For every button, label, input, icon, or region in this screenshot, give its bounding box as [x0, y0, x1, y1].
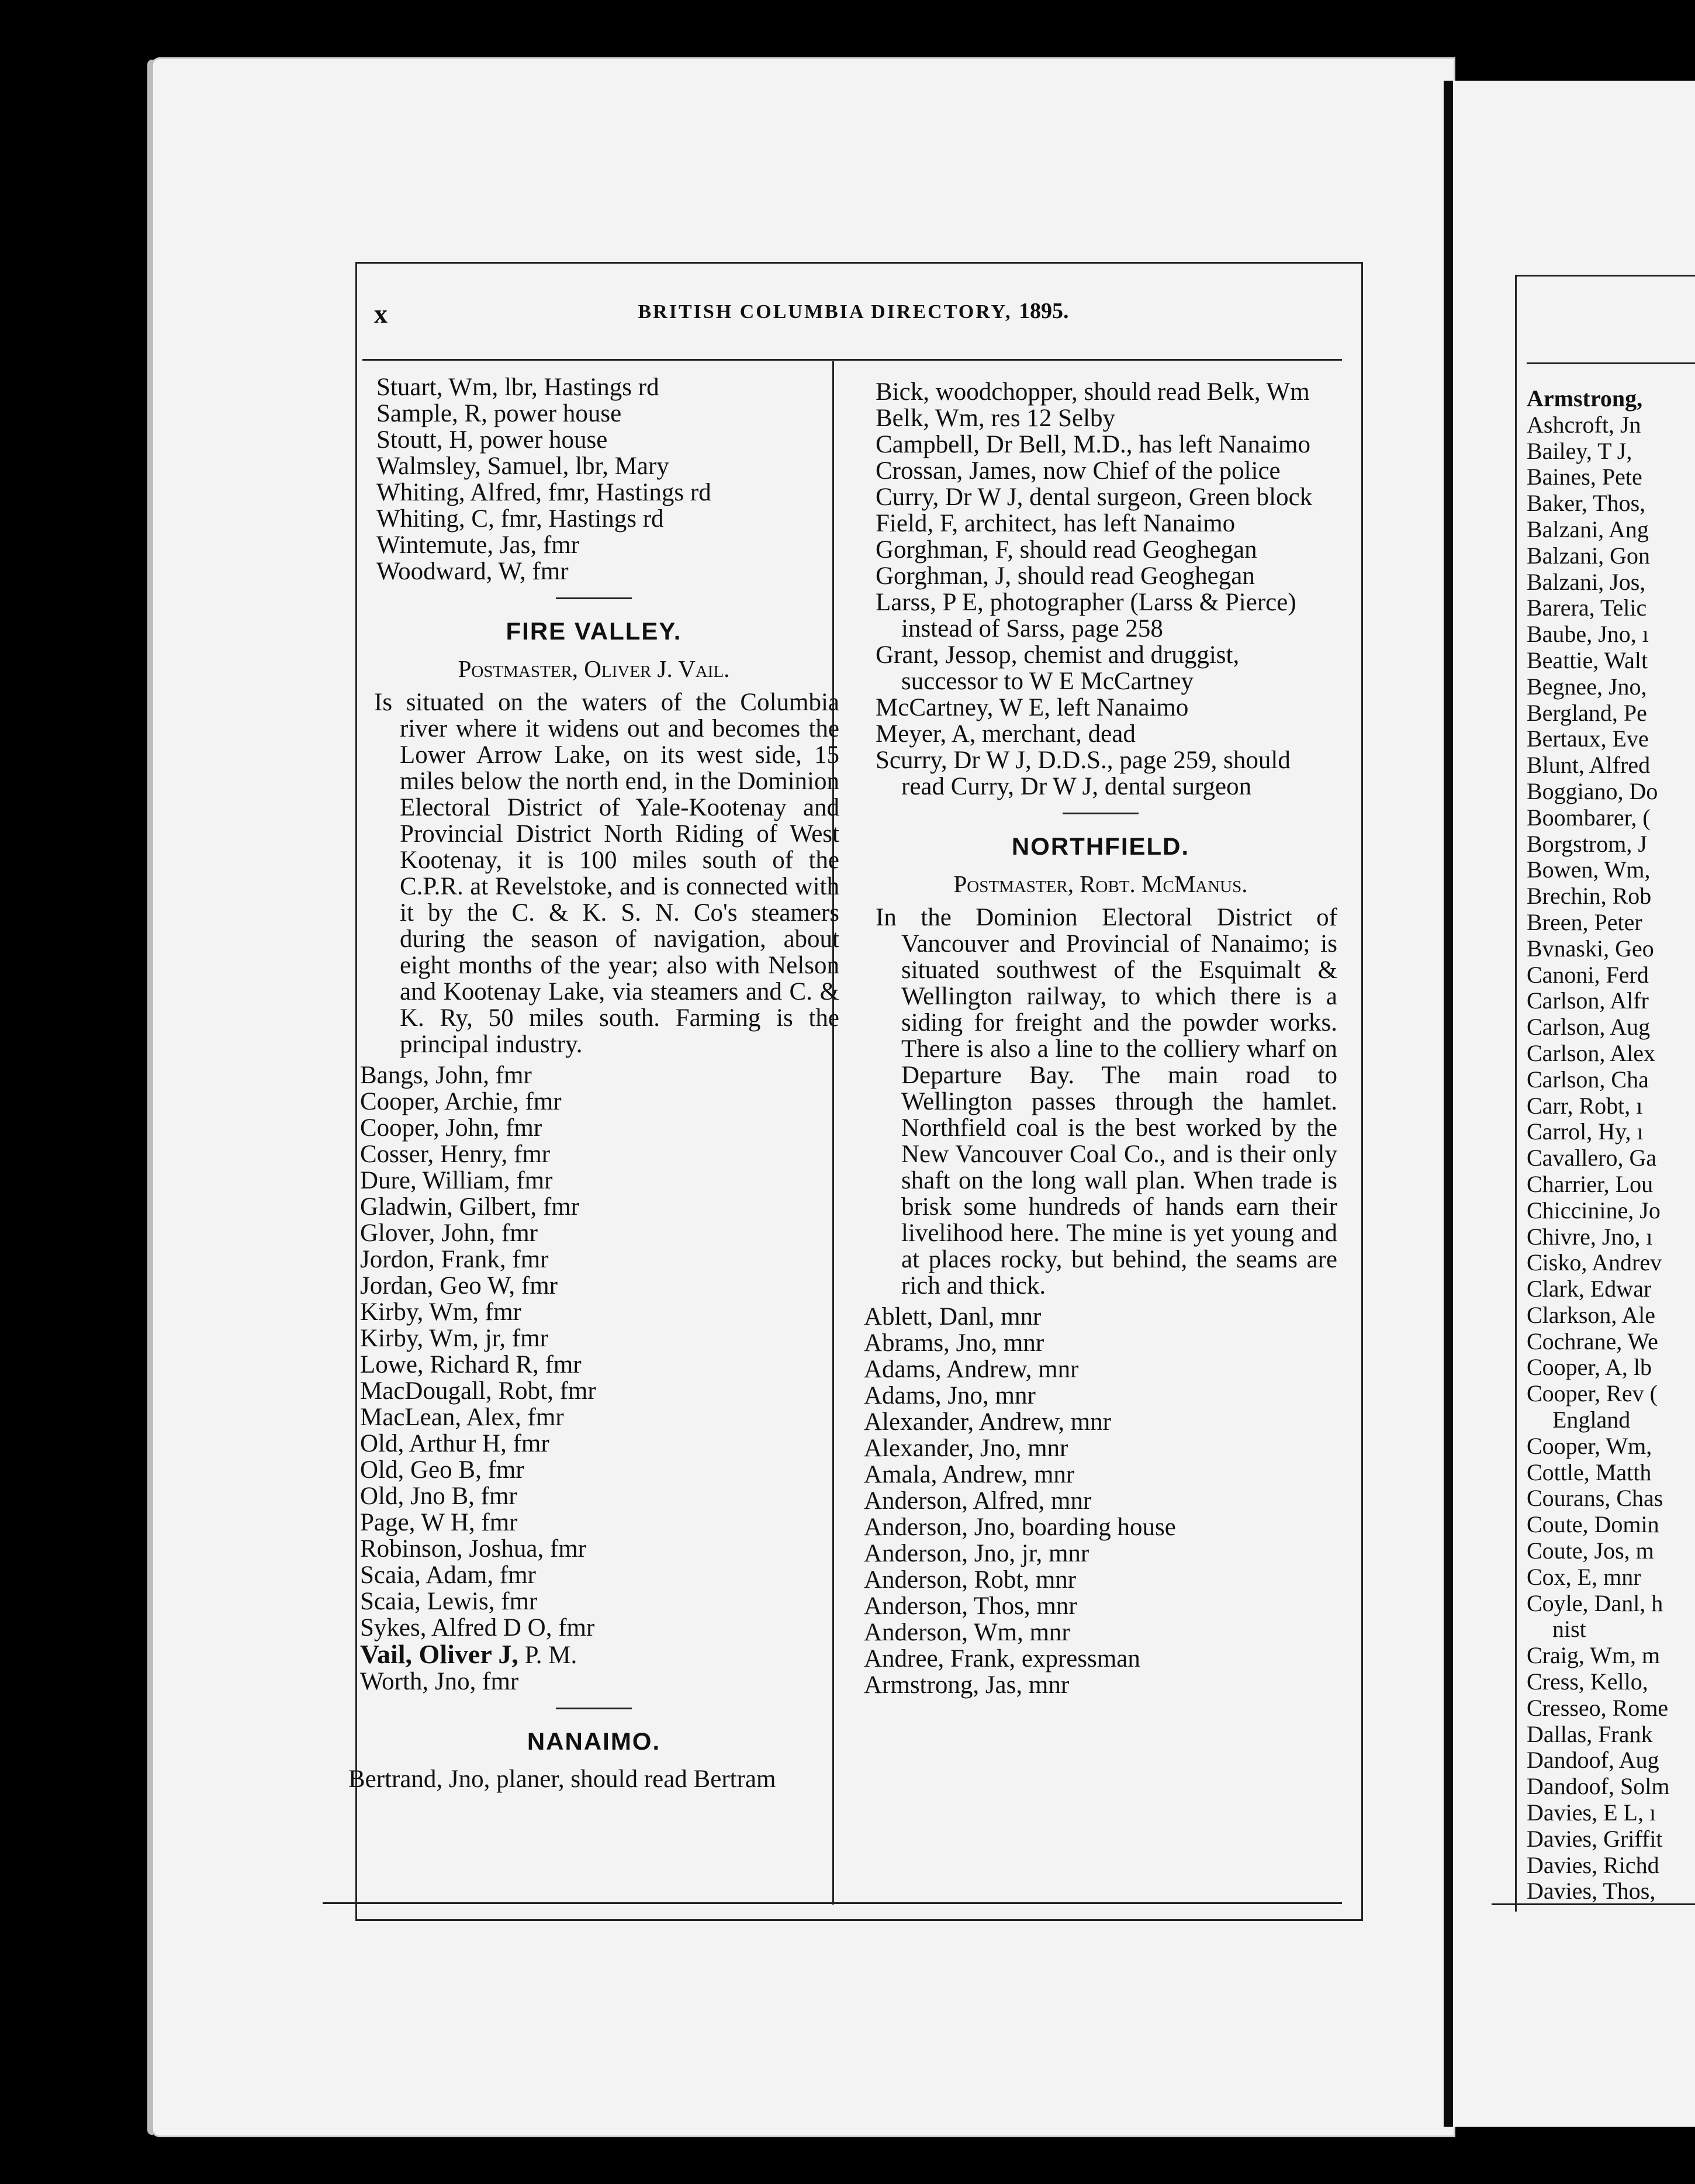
list-item: MacDougall, Robt, fmr	[360, 1377, 596, 1405]
header-rule	[362, 359, 1342, 361]
next-page-header-rule	[1527, 362, 1695, 364]
next-page-frame-top	[1515, 275, 1695, 277]
list-item: Cooper, John, fmr	[360, 1114, 542, 1142]
list-item: Gorghman, F, should read Geoghegan	[876, 536, 1257, 564]
list-item: Dandoof, Solm	[1527, 1773, 1670, 1800]
list-item: Dure, William, fmr	[360, 1167, 553, 1194]
list-item: Begnee, Jno,	[1527, 673, 1647, 700]
section-divider	[1063, 813, 1139, 814]
section-divider	[556, 1708, 632, 1709]
list-item: Balzani, Jos,	[1527, 568, 1646, 595]
postmaster-name: Vail, Oliver J,	[360, 1639, 518, 1669]
list-item: Scaia, Adam, fmr	[360, 1561, 536, 1589]
list-item: Cooper, Archie, fmr	[360, 1088, 562, 1115]
list-item: Ashcroft, Jn	[1527, 411, 1641, 438]
list-item: Scurry, Dr W J, D.D.S., page 259, should read Curry, Dr W J, dental surgeon	[876, 747, 1291, 800]
postmaster-line: Postmaster, Oliver J. Vail.	[458, 655, 730, 682]
list-item: nist	[1552, 1616, 1586, 1643]
list-item: Walmsley, Samuel, lbr, Mary	[376, 452, 669, 480]
list-item: Campbell, Dr Bell, M.D., has left Nanaimo	[876, 431, 1310, 458]
list-item: Dallas, Frank	[1527, 1720, 1653, 1747]
list-item: Bailey, T J,	[1527, 437, 1632, 464]
list-item: Cox, E, mnr	[1527, 1563, 1641, 1590]
left-column	[348, 374, 839, 1792]
list-item: Stoutt, H, power house	[376, 426, 608, 454]
list-item: Kirby, Wm, fmr	[360, 1298, 521, 1326]
list-item: Canoni, Ferd	[1527, 961, 1649, 988]
list-item: Blunt, Alfred	[1527, 752, 1651, 779]
list-item: Baube, Jno, ı	[1527, 621, 1649, 648]
list-item: Jordan, Geo W, fmr	[360, 1272, 558, 1300]
list-item: Cooper, Wm,	[1527, 1432, 1652, 1459]
list-item: Coute, Jos, m	[1527, 1537, 1654, 1564]
section-title-nanaimo: NANAIMO.	[527, 1727, 661, 1755]
list-item: Barera, Telic	[1527, 595, 1647, 621]
list-item: Brechin, Rob	[1527, 883, 1652, 910]
list-item: Bertrand, Jno, planer, should read Bertram	[348, 1765, 776, 1793]
top-entries-list	[348, 374, 839, 585]
list-item: Coute, Domin	[1527, 1511, 1659, 1538]
list-item: Baker, Thos,	[1527, 490, 1646, 517]
place-description: In the Dominion Electoral District of Vancouver and Provincial of Nanaimo; is situated southwest of the Esquimalt & Wellington railway, to which there is a siding for freight and the powder works. There is also a line to the colliery wharf on Departure Bay. The main road to Wellington passes through the hamlet. Northfield coal is the best worked by the New Vancouver Coal Co., and is their only shaft on the long wall plan. When trade is brisk some hundreds of hands earn their livelihood here. The mine is yet young and at places rocky, but behind, the seams are rich and thick.	[876, 904, 1337, 1300]
list-item: Lowe, Richard R, fmr	[360, 1351, 582, 1378]
list-item: Balzani, Gon	[1527, 542, 1651, 569]
list-item: Davies, E L, ı	[1527, 1799, 1656, 1826]
list-item: Carlson, Alex	[1527, 1039, 1655, 1066]
list-item: Belk, Wm, res 12 Selby	[876, 405, 1116, 432]
list-item: Craig, Wm, m	[1527, 1642, 1661, 1669]
list-item: Cooper, A, lb	[1527, 1354, 1652, 1381]
place-description: Is situated on the waters of the Columbia river where it widens out and becomes the Lower Arrow Lake, on its west side, 15 miles below the north end, in the Dominion Electoral District of Yale-Kootenay and Provincial District North Riding of West Kootenay, it is 100 miles south of the C.P.R. at Revelstoke, and is connected with it by the C. & K. S. N. Co's steamers during the season of navigation, about eight months of the year; also with Nelson and Kootenay Lake, via steamers and C. & K. Ry, 50 miles south. Farming is the principal industry.	[374, 689, 839, 1058]
list-item: Clark, Edwar	[1527, 1276, 1652, 1302]
list-item: Old, Jno B, fmr	[360, 1483, 517, 1510]
list-item: Cavallero, Ga	[1527, 1145, 1657, 1172]
list-item: Larss, P E, photographer (Larss & Pierce) instead of Sarss, page 258	[876, 589, 1296, 642]
list-item: Cress, Kello,	[1527, 1668, 1648, 1695]
list-item: Cooper, Rev (	[1527, 1380, 1658, 1407]
list-item: Abrams, Jno, mnr	[864, 1329, 1044, 1357]
list-item: Breen, Peter	[1527, 908, 1642, 935]
section-divider	[556, 597, 632, 599]
list-item: Robinson, Joshua, fmr	[360, 1535, 586, 1563]
list-item: Beattie, Walt	[1527, 647, 1648, 673]
list-item: Crossan, James, now Chief of the police	[876, 457, 1281, 485]
list-item: Boombarer, (	[1527, 804, 1651, 831]
list-item: Bertaux, Eve	[1527, 725, 1649, 752]
section-title-fire-valley: FIRE VALLEY.	[506, 617, 682, 645]
list-item: Davies, Thos,	[1527, 1878, 1656, 1905]
list-item: Chivre, Jno, ı	[1527, 1223, 1653, 1250]
list-item: Davies, Richd	[1527, 1851, 1659, 1878]
list-item: Stuart, Wm, lbr, Hastings rd	[376, 374, 659, 401]
list-item: Wintemute, Jas, fmr	[376, 531, 579, 559]
list-item: Bowen, Wm,	[1527, 856, 1651, 883]
list-item: Gorghman, J, should read Geoghegan	[876, 562, 1255, 590]
list-item: Grant, Jessop, chemist and druggist, successor to W E McCartney	[876, 641, 1240, 695]
list-item: Field, F, architect, has left Nanaimo	[876, 510, 1236, 537]
list-item: Ablett, Danl, mnr	[864, 1303, 1042, 1331]
list-item: Borgstrom, J	[1527, 830, 1647, 857]
list-item: Anderson, Jno, jr, mnr	[864, 1540, 1089, 1567]
page-folio: x	[374, 299, 388, 329]
list-item: Bvnaski, Geo	[1527, 935, 1654, 962]
list-item: Cresseo, Rome	[1527, 1694, 1669, 1721]
running-head	[374, 298, 1333, 327]
postmaster-abbrev: P. M.	[518, 1642, 577, 1669]
list-item: Old, Arthur H, fmr	[360, 1430, 549, 1457]
list-item: Carr, Robt, ı	[1527, 1092, 1643, 1119]
postmaster-line: Postmaster, Robt. McManus.	[953, 870, 1248, 897]
list-item: Anderson, Thos, mnr	[864, 1592, 1077, 1620]
list-item: Curry, Dr W J, dental surgeon, Green block	[876, 483, 1313, 511]
list-item: Gladwin, Gilbert, fmr	[360, 1193, 579, 1221]
list-item: Anderson, Wm, mnr	[864, 1619, 1070, 1646]
list-item: Adams, Andrew, mnr	[864, 1356, 1079, 1383]
list-item: Boggiano, Do	[1527, 777, 1658, 804]
list-item: Anderson, Robt, mnr	[864, 1566, 1077, 1594]
list-item: Courans, Chas	[1527, 1485, 1663, 1512]
list-item: Balzani, Ang	[1527, 516, 1649, 542]
list-item: Glover, John, fmr	[360, 1219, 538, 1247]
northfield-entries	[864, 1304, 1337, 1698]
list-item: MacLean, Alex, fmr	[360, 1404, 564, 1431]
section-title-northfield: NORTHFIELD.	[1011, 832, 1190, 860]
list-item: Old, Geo B, fmr	[360, 1456, 524, 1484]
list-item: Davies, Griffit	[1527, 1825, 1663, 1852]
list-item: Woodward, W, fmr	[376, 558, 569, 585]
list-item: Armstrong, Jas, mnr	[864, 1671, 1070, 1699]
list-item: Carrol, Hy, ı	[1527, 1118, 1644, 1145]
list-item: Whiting, Alfred, fmr, Hastings rd	[376, 479, 711, 506]
nanaimo-entries	[348, 1766, 839, 1792]
list-item: Bick, woodchopper, should read Belk, Wm	[876, 378, 1310, 406]
list-item: Bangs, John, fmr	[360, 1062, 532, 1089]
nanaimo-corrections-list	[864, 379, 1337, 800]
next-page-frame-left	[1515, 275, 1517, 1912]
directory-title-text: BRITISH COLUMBIA DIRECTORY,	[638, 301, 1012, 323]
list-item: Adams, Jno, mnr	[864, 1382, 1036, 1409]
list-item: Alexander, Jno, mnr	[864, 1435, 1068, 1462]
list-item: England	[1552, 1407, 1631, 1433]
list-item: Clarkson, Ale	[1527, 1301, 1655, 1328]
list-item: Chiccinine, Jo	[1527, 1197, 1661, 1224]
list-item: Worth, Jno, fmr	[360, 1668, 519, 1695]
next-page-entries	[1527, 386, 1695, 1905]
list-item: Alexander, Andrew, mnr	[864, 1408, 1111, 1436]
list-item: Page, W H, fmr	[360, 1509, 518, 1536]
list-item: Carlson, Cha	[1527, 1066, 1649, 1093]
list-item: Kirby, Wm, jr, fmr	[360, 1325, 548, 1352]
list-item: Cosser, Henry, fmr	[360, 1141, 551, 1168]
list-item: Armstrong,	[1527, 386, 1643, 412]
list-item: Cisko, Andrev	[1527, 1249, 1662, 1276]
list-item: Carlson, Aug	[1527, 1014, 1651, 1041]
directory-title	[374, 298, 1333, 324]
list-item: Coyle, Danl, h	[1527, 1589, 1663, 1616]
list-item: Sample, R, power house	[376, 400, 622, 427]
list-item: Whiting, C, fmr, Hastings rd	[376, 505, 664, 533]
list-item: Scaia, Lewis, fmr	[360, 1588, 538, 1615]
fire-valley-entries	[348, 1062, 839, 1695]
directory-year: 1895.	[1019, 299, 1069, 323]
list-item: Amala, Andrew, mnr	[864, 1461, 1075, 1488]
list-item: Andree, Frank, expressman	[864, 1645, 1140, 1672]
list-item: Carlson, Alfr	[1527, 987, 1649, 1014]
list-item: Dandoof, Aug	[1527, 1747, 1659, 1774]
list-item: Meyer, A, merchant, dead	[876, 720, 1136, 748]
list-item: Jordon, Frank, fmr	[360, 1246, 549, 1273]
list-item: McCartney, W E, left Nanaimo	[876, 694, 1189, 721]
list-item: Charrier, Lou	[1527, 1170, 1654, 1197]
postmaster-entry	[360, 1641, 839, 1668]
list-item: Cochrane, We	[1527, 1328, 1658, 1354]
list-item: Sykes, Alfred D O, fmr	[360, 1614, 595, 1642]
list-item: Anderson, Jno, boarding house	[864, 1513, 1176, 1541]
list-item: Cottle, Matth	[1527, 1459, 1652, 1485]
list-item: Baines, Pete	[1527, 464, 1642, 490]
list-item: Anderson, Alfred, mnr	[864, 1487, 1092, 1515]
right-column	[864, 379, 1337, 1698]
list-item: Bergland, Pe	[1527, 699, 1647, 726]
